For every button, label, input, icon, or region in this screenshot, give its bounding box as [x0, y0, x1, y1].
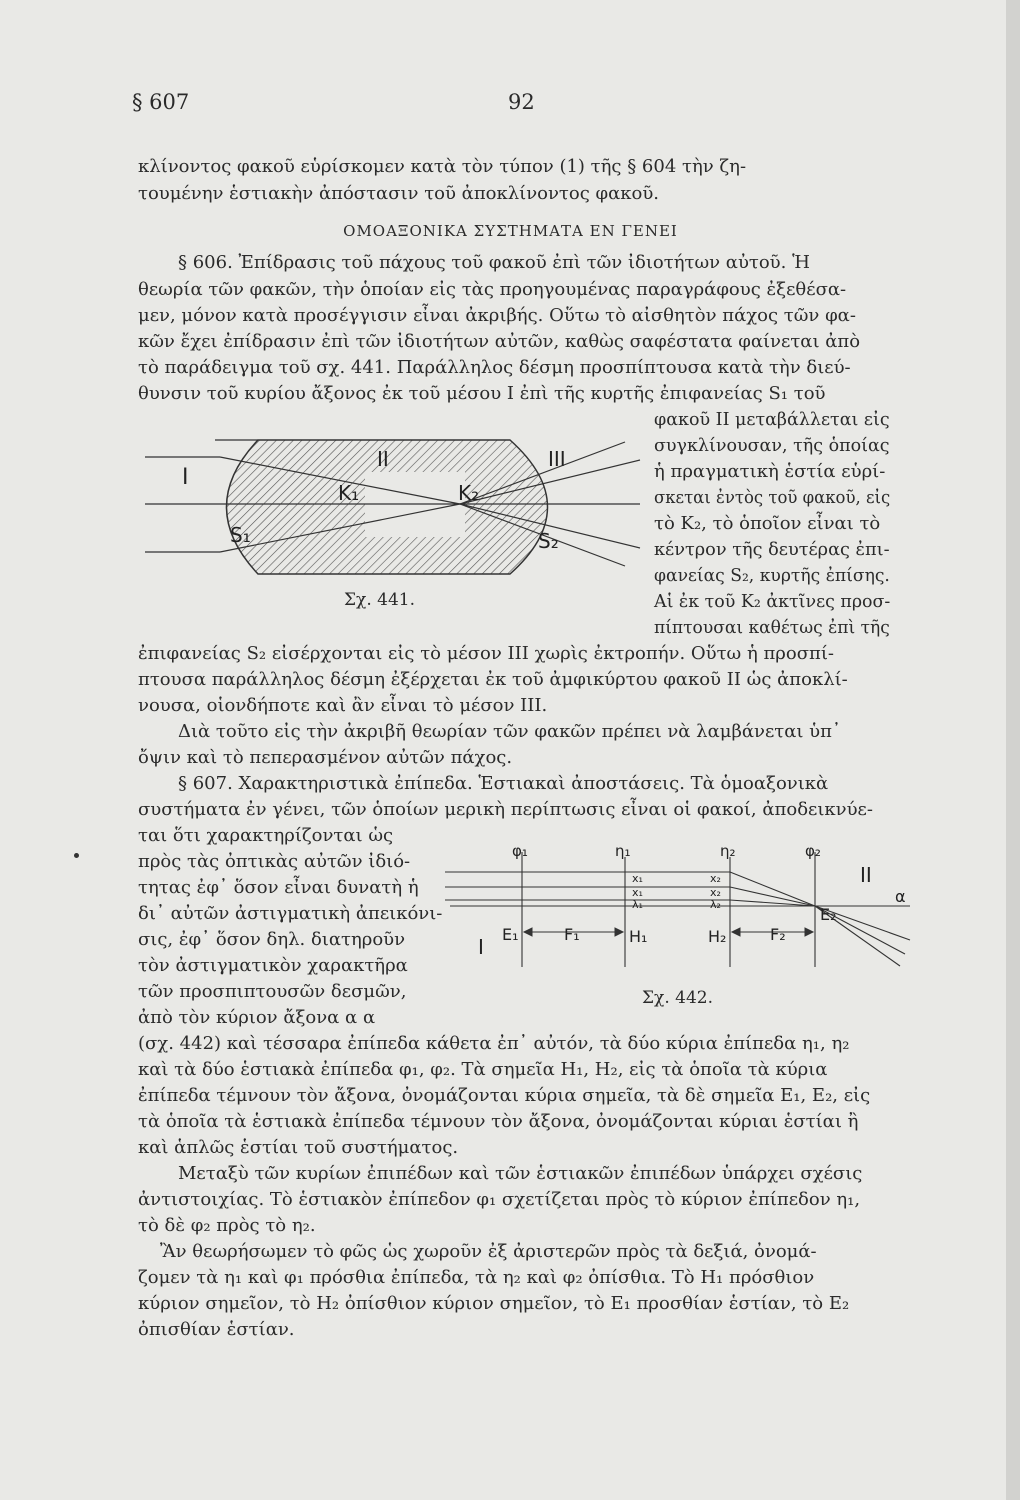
- label-f2: F₂: [770, 925, 786, 944]
- para607-line-1: § 607. Χαρακτηριστικὰ ἐπίπεδα. Ἑστιακαὶ ἀποστάσεις. Τὰ ὁμοαξονικὰ: [178, 773, 829, 794]
- section-heading: ΟΜΟΑΞΟΝΙΚΑ ΣΥΣΤΗΜΑΤΑ ΕΝ ΓΕΝΕΙ: [343, 222, 678, 240]
- para-b-line-5: ὄψιν καὶ τὸ πεπερασμένον αὐτῶν πάχος.: [138, 747, 513, 768]
- para607-line-2: συστήματα ἐν γένει, τῶν ὁποίων μερικὴ περίπτωσις εἶναι οἱ φακοί, ἀποδεικνύε-: [138, 799, 873, 820]
- left-col-line-6: τὸν ἀστιγματικὸν χαρακτῆρα: [138, 955, 408, 976]
- label-s2: S₂: [538, 529, 559, 553]
- label-k2: K₂: [458, 481, 480, 505]
- para606-line-6: θυνσιν τοῦ κυρίου ἄξονος ἐκ τοῦ μέσου I ἐπὶ τῆς κυρτῆς ἐπιφανείας S₁ τοῦ: [138, 383, 826, 404]
- label-medium-3: III: [548, 447, 566, 471]
- margin-dot: [74, 853, 79, 858]
- ray-lines-442: [445, 872, 910, 966]
- para606-line-3: μεν, μόνον κατὰ προσέγγισιν εἶναι ἀκριβής. Οὕτω τὸ αἰσθητὸν πάχος τῶν φα-: [138, 305, 856, 326]
- label-x2a: x₂: [710, 872, 721, 885]
- para-b-line-1: ἐπιφανείας S₂ εἰσέρχονται εἰς τὸ μέσον III χωρὶς ἐκτροπήν. Οὕτω ἡ προσπί-: [138, 643, 834, 664]
- plane-lines: [522, 852, 815, 967]
- left-col-line-2: πρὸς τὰς ὀπτικὰς αὐτῶν ἰδιό-: [138, 851, 411, 872]
- label-e2: E₂: [820, 905, 837, 924]
- label-s1: S₁: [230, 523, 251, 547]
- para-c-line-5: καὶ ἁπλῶς ἑστίαι τοῦ συστήματος.: [138, 1137, 459, 1158]
- label-phi1: φ₁: [512, 842, 528, 860]
- left-col-line-1: ται ὅτι χαρακτηρίζονται ὡς: [138, 825, 394, 846]
- label-k1: K₁: [338, 481, 360, 505]
- para-c-line-12: ὀπισθίαν ἑστίαν.: [138, 1319, 295, 1340]
- label-eta1: η₁: [615, 842, 631, 860]
- para-b-line-3: νουσα, οἱονδήποτε καὶ ἂν εἶναι τὸ μέσον III.: [138, 695, 548, 716]
- right-col-line-8: Αἱ ἐκ τοῦ K₂ ἀκτῖνες προσ-: [654, 591, 891, 612]
- para-c-line-3: ἐπίπεδα τέμνουν τὸν ἄξονα, ὀνομάζονται κύρια σημεῖα, τὰ δὲ σημεῖα E₁, E₂, εἰς: [138, 1085, 871, 1106]
- left-col-line-3: τητας ἐφ᾽ ὅσον εἶναι δυνατὴ ἡ: [138, 877, 419, 898]
- intro-line-2: τουμένην ἑστιακὴν ἀπόστασιν τοῦ ἀποκλίνοντος φακοῦ.: [138, 183, 660, 204]
- right-col-line-2: συγκλίνουσαν, τῆς ὁποίας: [654, 435, 890, 456]
- label-h1: H₁: [629, 927, 648, 946]
- label-lambda2: λ₂: [710, 898, 721, 911]
- figure-441: [140, 432, 645, 582]
- label-f1: F₁: [564, 925, 580, 944]
- para-b-line-4: Διὰ τοῦτο εἰς τὴν ἀκριβῆ θεωρίαν τῶν φακῶν πρέπει νὰ λαμβάνεται ὑπ᾽: [178, 721, 841, 742]
- label-medium-2: II: [377, 447, 389, 471]
- left-col-line-4: δι᾽ αὐτῶν ἀστιγματικὴ ἀπεικόνι-: [138, 903, 443, 924]
- para-c-line-9: Ἂν θεωρήσωμεν τὸ φῶς ὡς χωροῦν ἐξ ἀριστερῶν πρὸς τὰ δεξιά, ὀνομά-: [160, 1241, 817, 1262]
- para-c-line-11: κύριον σημεῖον, τὸ H₂ ὀπίσθιον κύριον σημεῖον, τὸ E₁ προσθίαν ἑστίαν, τὸ E₂: [138, 1293, 850, 1314]
- right-col-line-3: ἡ πραγματικὴ ἑστία εὑρί-: [654, 461, 886, 482]
- para-c-line-10: ζομεν τὰ η₁ καὶ φ₁ πρόσθια ἐπίπεδα, τὰ η₂ καὶ φ₂ ὀπίσθια. Τὸ H₁ πρόσθιον: [138, 1267, 815, 1288]
- right-col-line-9: πίπτουσαι καθέτως ἐπὶ τῆς: [654, 617, 890, 638]
- label-eta2: η₂: [720, 842, 736, 860]
- right-col-line-4: σκεται ἐντὸς τοῦ φακοῦ, εἰς: [654, 487, 891, 508]
- label-phi2: φ₂: [805, 842, 821, 860]
- para606-line-2: θεωρία τῶν φακῶν, τὴν ὁποίαν εἰς τὰς προηγουμένας παραγράφους ἐξεθέσα-: [138, 279, 847, 300]
- left-col-line-8: ἀπὸ τὸν κύριον ἄξονα α α: [138, 1007, 376, 1028]
- label-medium-1: I: [182, 465, 189, 490]
- para-c-line-6: Μεταξὺ τῶν κυρίων ἐπιπέδων καὶ τῶν ἑστιακῶν ἐπιπέδων ὑπάρχει σχέσις: [178, 1163, 863, 1184]
- figure-442-caption: Σχ. 442.: [642, 988, 713, 1008]
- para606-line-5: τὸ παράδειγμα τοῦ σχ. 441. Παράλληλος δέσμη προσπίπτουσα κατὰ τὴν διεύ-: [138, 357, 851, 378]
- figure-442: [440, 842, 915, 972]
- para-c-line-4: τὰ ὁποῖα τὰ ἑστιακὰ ἐπίπεδα τέμνουν τὸν ἄξονα, ὀνομάζονται κύριαι ἑστίαι ἢ: [138, 1111, 859, 1132]
- label-x1b: x₁: [632, 886, 643, 899]
- label-e1: E₁: [502, 925, 519, 944]
- label-x2b: x₂: [710, 886, 721, 899]
- right-col-line-7: φανείας S₂, κυρτῆς ἐπίσης.: [654, 565, 890, 586]
- para-c-line-1: (σχ. 442) καὶ τέσσαρα ἐπίπεδα κάθετα ἐπ᾽ αὐτόν, τὰ δύο κύρια ἐπίπεδα η₁, η₂: [138, 1033, 850, 1054]
- para606-line-4: κῶν ἔχει ἐπίδρασιν ἐπὶ τῶν ἰδιοτήτων αὐτῶν, καθὼς σαφέστατα φαίνεται ἀπὸ: [138, 331, 861, 352]
- left-col-line-7: τῶν προσπιπτουσῶν δεσμῶν,: [138, 981, 407, 1002]
- right-col-line-6: κέντρον τῆς δευτέρας ἐπι-: [654, 539, 890, 560]
- label-h2: H₂: [708, 927, 727, 946]
- label-x1a: x₁: [632, 872, 643, 885]
- page-edge-shadow: [1006, 0, 1020, 1500]
- label-roman-2: II: [860, 863, 872, 887]
- header-section: § 607: [132, 90, 190, 114]
- right-col-line-5: τὸ K₂, τὸ ὁποῖον εἶναι τὸ: [654, 513, 881, 534]
- para-c-line-2: καὶ τὰ δύο ἑστιακὰ ἐπίπεδα φ₁, φ₂. Τὰ σημεῖα H₁, H₂, εἰς τὰ ὁποῖα τὰ κύρια: [138, 1059, 828, 1080]
- intro-line-1: κλίνοντος φακοῦ εὑρίσκομεν κατὰ τὸν τύπον (1) τῆς § 604 τὴν ζη-: [138, 156, 747, 177]
- page-number: 92: [508, 90, 535, 114]
- left-col-line-5: σις, ἐφ᾽ ὅσον δηλ. διατηροῦν: [138, 929, 406, 950]
- para606-line-1: § 606. Ἐπίδρασις τοῦ πάχους τοῦ φακοῦ ἐπὶ τῶν ἰδιοτήτων αὐτοῦ. Ἡ: [178, 252, 810, 273]
- right-col-line-1: φακοῦ II μεταβάλλεται εἰς: [654, 409, 890, 430]
- para-c-line-8: τὸ δὲ φ₂ πρὸς τὸ η₂.: [138, 1215, 316, 1236]
- figure-441-caption: Σχ. 441.: [344, 590, 415, 610]
- para-c-line-7: ἀντιστοιχίας. Τὸ ἑστιακὸν ἐπίπεδον φ₁ σχετίζεται πρὸς τὸ κύριον ἐπίπεδον η₁,: [138, 1189, 861, 1210]
- para-b-line-2: πτουσα παράλληλος δέσμη ἐξέρχεται ἐκ τοῦ ἀμφικύρτου φακοῦ II ὡς ἀποκλί-: [138, 669, 848, 690]
- label-alpha: α: [895, 887, 906, 906]
- label-roman-1: I: [478, 935, 484, 959]
- label-lambda1: λ₁: [632, 898, 643, 911]
